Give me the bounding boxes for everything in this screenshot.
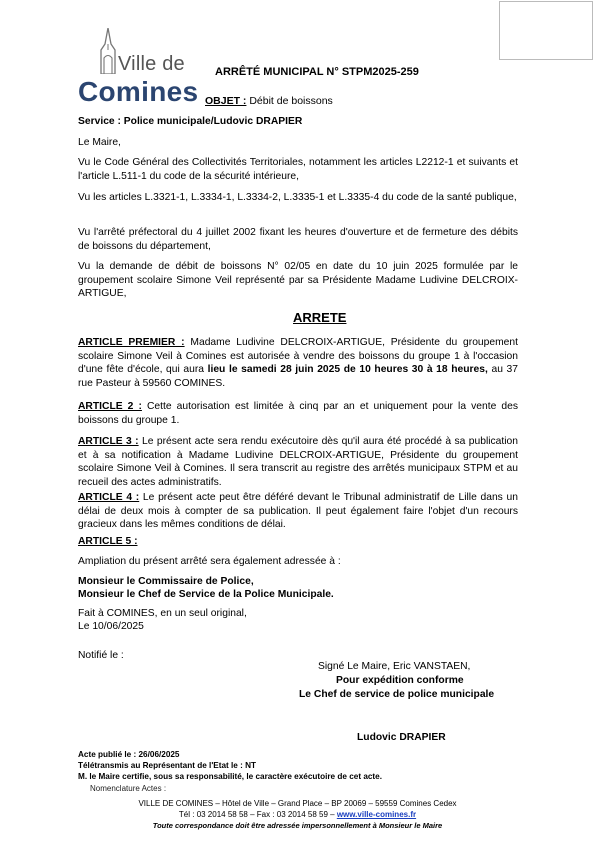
article-5 (78, 535, 518, 549)
objet-line (205, 95, 333, 107)
fait-line: Fait à COMINES, en un seul original, (78, 608, 247, 619)
article-4-label: ARTICLE 4 : (78, 492, 140, 503)
city-logo (78, 28, 198, 108)
footer-address: VILLE DE COMINES – Hôtel de Ville – Grand Place – BP 20069 – 59559 Comines Cedex (138, 799, 457, 808)
vu-paragraph-2: Vu les articles L.3321-1, L.3334-1, L.3334-2, L.3335-1 et L.3335-4 du code de la santé publique, (78, 192, 517, 203)
article-1-text-c: au 37 rue Pasteur à 59560 COMINES. (78, 364, 518, 389)
footer-transmis: Télétransmis au Représentant de l'Etat le : NT (78, 761, 257, 770)
stamp-box (499, 1, 593, 60)
vu-paragraph-3: Vu l'arrêté préfectoral du 4 juillet 2002 fixant les heures d'ouverture et de fermeture des débits de boissons du département, (78, 227, 518, 252)
vu-paragraph-4: Vu la demande de débit de boissons N° 02/05 en date du 10 juin 2025 formulée par le groupement scolaire Simone Veil représenté par sa Présidente Madame Ludivine DELCROIX-ARTIGUE, (78, 261, 518, 300)
footer-certifie: M. le Maire certifie, sous sa responsabilité, le caractère exécutoire de cet acte. (78, 772, 382, 781)
page-title: ARRÊTÉ MUNICIPAL N° STPM2025-259 (215, 66, 419, 78)
vu-paragraph-1: Vu le Code Général des Collectivités Territoriales, notamment les articles L2212-1 et suivants et l'article L.511-1 du code de la sécurité intérieure, (78, 157, 518, 182)
notifie-line: Notifié le : (78, 650, 124, 661)
footer-nomenclature: Nomenclature Actes : (90, 784, 167, 793)
article-1-text-a: Madame Ludivine DELCROIX-ARTIGUE, Présidente du groupement scolaire Simone Veil à Comines est autorisée à vendre des boissons du groupe 1 à l'occasion d'une fête d'école, qui aura (78, 337, 518, 376)
objet-label: OBJET : (205, 95, 247, 107)
expedition-line: Pour expédition conforme (336, 675, 464, 686)
ampliation-line: Ampliation du présent arrêté sera également adressée à : (78, 556, 341, 567)
signe-line: Signé Le Maire, Eric VANSTAEN, (318, 661, 471, 672)
logo-comines-text: Comines (78, 76, 199, 107)
article-1-label: ARTICLE PREMIER : (78, 337, 185, 348)
arrete-heading: ARRETE (293, 310, 347, 325)
article-1-text-b: lieu le samedi 28 juin 2025 de 10 heures 30 à 18 heures, (207, 364, 488, 376)
objet-text: Débit de boissons (246, 95, 333, 107)
article-4 (78, 491, 518, 532)
website-link[interactable]: www.ville-comines.fr (336, 810, 417, 819)
date-line: Le 10/06/2025 (78, 621, 144, 632)
article-1 (78, 336, 518, 390)
service-line: Service : Police municipale/Ludovic DRAPIER (78, 116, 303, 127)
article-3 (78, 435, 518, 489)
salutation: Le Maire, (78, 137, 121, 148)
article-5-label: ARTICLE 5 : (78, 536, 138, 547)
footer-correspondance: Toute correspondance doit être adressée impersonnellement à Monsieur le Maire (152, 821, 443, 830)
article-2-label: ARTICLE 2 : (78, 401, 142, 412)
signataire-name: Ludovic DRAPIER (357, 732, 446, 743)
chef-service-line: Le Chef de service de police municipale (299, 689, 495, 700)
article-2-text: Cette autorisation est limitée à cinq par an et uniquement pour la vente des boissons du groupe 1. (78, 401, 518, 426)
article-3-label: ARTICLE 3 : (78, 436, 139, 447)
article-4-text: Le présent acte peut être déféré devant le Tribunal administratif de Lille dans un délai de deux mois à compter de sa publication. Il peut également faire l'objet d'un recours gracieux dans les mêmes conditions de délai. (78, 492, 518, 531)
article-2 (78, 400, 518, 427)
footer-publie: Acte publié le : 26/06/2025 (78, 750, 180, 759)
destinataire-2: Monsieur le Chef de Service de la Police Municipale. (78, 589, 334, 600)
destinataire-1: Monsieur le Commissaire de Police, (78, 576, 254, 587)
article-3-text: Le présent acte sera rendu exécutoire dès qu'il aura été procédé à sa publication et à sa notification à Madame Ludivine DELCROIX-ARTIGUE, Présidente du groupement scolaire Simone Veil à Comines. Il sera transcrit au registre des arrêtés municipaux STPM et au recueil des actes administratifs. (78, 436, 518, 488)
logo-ville-text: Ville de (118, 53, 185, 75)
footer-tel: Tél : 03 2014 58 58 – Fax : 03 2014 58 59 – (178, 810, 337, 819)
footer-contact (0, 810, 595, 819)
